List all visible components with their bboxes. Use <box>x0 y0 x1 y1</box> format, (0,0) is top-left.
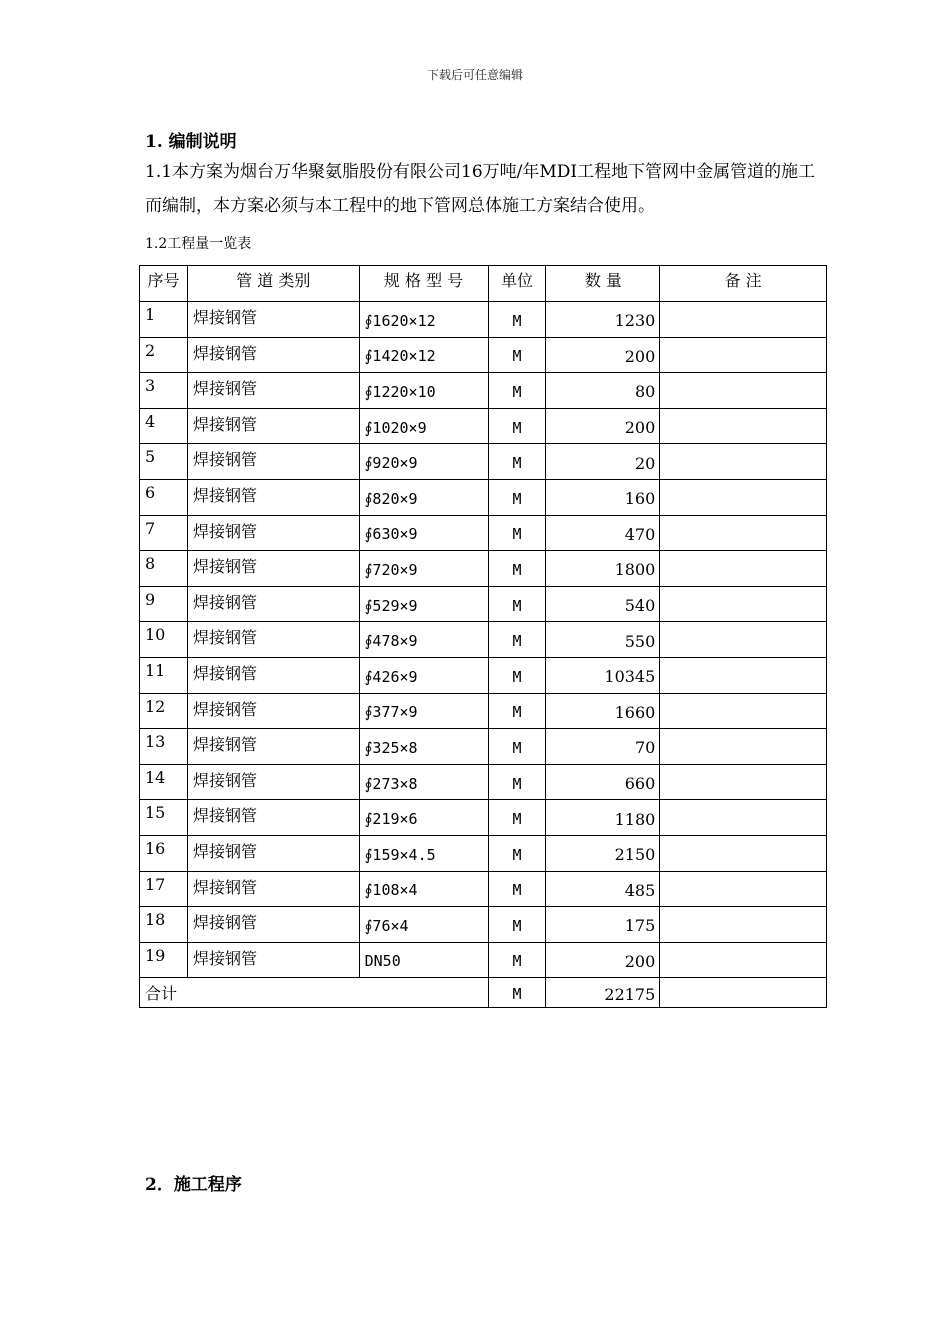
cell-spec: ∮720×9 <box>359 551 488 587</box>
header-spec: 规 格 型 号 <box>359 266 488 302</box>
table-row <box>140 479 827 515</box>
cell-note <box>660 444 827 480</box>
cell-qty: 20 <box>546 444 660 480</box>
cell-note <box>660 302 827 338</box>
cell-spec: ∮920×9 <box>359 444 488 480</box>
table-row <box>140 764 827 800</box>
table-row <box>140 302 827 338</box>
table-caption: 1.2工程量一览表 <box>145 236 252 252</box>
total-unit: M <box>488 978 546 1008</box>
header-no: 序号 <box>140 266 188 302</box>
cell-no: 16 <box>140 835 188 871</box>
cell-unit: M <box>488 586 546 622</box>
cell-no: 1 <box>140 302 188 338</box>
cell-qty: 550 <box>546 622 660 658</box>
cell-note <box>660 408 827 444</box>
cell-qty: 10345 <box>546 657 660 693</box>
cell-type: 焊接钢管 <box>187 729 359 765</box>
cell-no: 10 <box>140 622 188 658</box>
cell-spec: ∮159×4.5 <box>359 835 488 871</box>
section-2-heading: 2．施工程序 <box>145 1175 242 1195</box>
table-total-row <box>140 978 827 1008</box>
cell-unit: M <box>488 373 546 409</box>
table-row <box>140 800 827 836</box>
cell-unit: M <box>488 408 546 444</box>
cell-note <box>660 800 827 836</box>
cell-no: 12 <box>140 693 188 729</box>
cell-note <box>660 729 827 765</box>
cell-type: 焊接钢管 <box>187 373 359 409</box>
cell-unit: M <box>488 764 546 800</box>
cell-no: 9 <box>140 586 188 622</box>
cell-note <box>660 586 827 622</box>
cell-qty: 200 <box>546 942 660 978</box>
cell-no: 6 <box>140 479 188 515</box>
cell-type: 焊接钢管 <box>187 551 359 587</box>
cell-qty: 485 <box>546 871 660 907</box>
cell-type: 焊接钢管 <box>187 693 359 729</box>
cell-no: 19 <box>140 942 188 978</box>
cell-qty: 175 <box>546 907 660 943</box>
cell-spec: ∮529×9 <box>359 586 488 622</box>
table-row <box>140 373 827 409</box>
cell-unit: M <box>488 729 546 765</box>
table-row <box>140 657 827 693</box>
cell-type: 焊接钢管 <box>187 302 359 338</box>
cell-unit: M <box>488 551 546 587</box>
cell-spec: ∮1020×9 <box>359 408 488 444</box>
table-row <box>140 729 827 765</box>
cell-type: 焊接钢管 <box>187 515 359 551</box>
cell-unit: M <box>488 800 546 836</box>
cell-type: 焊接钢管 <box>187 764 359 800</box>
cell-no: 2 <box>140 337 188 373</box>
table-row <box>140 515 827 551</box>
cell-spec: ∮377×9 <box>359 693 488 729</box>
header-type: 管 道 类别 <box>187 266 359 302</box>
cell-type: 焊接钢管 <box>187 586 359 622</box>
cell-unit: M <box>488 622 546 658</box>
cell-qty: 70 <box>546 729 660 765</box>
cell-note <box>660 622 827 658</box>
cell-note <box>660 515 827 551</box>
cell-qty: 200 <box>546 408 660 444</box>
cell-spec: ∮630×9 <box>359 515 488 551</box>
cell-no: 3 <box>140 373 188 409</box>
cell-unit: M <box>488 693 546 729</box>
cell-no: 4 <box>140 408 188 444</box>
cell-spec: ∮478×9 <box>359 622 488 658</box>
table-header-row <box>140 266 827 302</box>
cell-qty: 660 <box>546 764 660 800</box>
cell-qty: 1230 <box>546 302 660 338</box>
cell-type: 焊接钢管 <box>187 942 359 978</box>
section-1-heading: 1. 编制说明 <box>145 132 237 152</box>
cell-type: 焊接钢管 <box>187 657 359 693</box>
cell-spec: DN50 <box>359 942 488 978</box>
cell-note <box>660 907 827 943</box>
cell-qty: 2150 <box>546 835 660 871</box>
cell-spec: ∮1620×12 <box>359 302 488 338</box>
cell-spec: ∮273×8 <box>359 764 488 800</box>
table-row <box>140 693 827 729</box>
cell-spec: ∮108×4 <box>359 871 488 907</box>
table-row <box>140 586 827 622</box>
cell-qty: 160 <box>546 479 660 515</box>
cell-qty: 540 <box>546 586 660 622</box>
cell-spec: ∮426×9 <box>359 657 488 693</box>
cell-unit: M <box>488 302 546 338</box>
cell-no: 11 <box>140 657 188 693</box>
cell-no: 18 <box>140 907 188 943</box>
cell-note <box>660 551 827 587</box>
cell-no: 7 <box>140 515 188 551</box>
table-row <box>140 871 827 907</box>
table-row <box>140 835 827 871</box>
cell-note <box>660 693 827 729</box>
table-row <box>140 907 827 943</box>
cell-unit: M <box>488 835 546 871</box>
table-row <box>140 444 827 480</box>
cell-note <box>660 764 827 800</box>
cell-unit: M <box>488 337 546 373</box>
cell-unit: M <box>488 942 546 978</box>
cell-note <box>660 942 827 978</box>
cell-unit: M <box>488 657 546 693</box>
cell-note <box>660 657 827 693</box>
cell-unit: M <box>488 444 546 480</box>
cell-qty: 1800 <box>546 551 660 587</box>
table-row <box>140 408 827 444</box>
cell-no: 15 <box>140 800 188 836</box>
cell-no: 14 <box>140 764 188 800</box>
cell-spec: ∮1220×10 <box>359 373 488 409</box>
cell-unit: M <box>488 907 546 943</box>
cell-type: 焊接钢管 <box>187 622 359 658</box>
table-row <box>140 551 827 587</box>
cell-no: 8 <box>140 551 188 587</box>
cell-unit: M <box>488 515 546 551</box>
cell-qty: 1180 <box>546 800 660 836</box>
cell-note <box>660 373 827 409</box>
cell-spec: ∮1420×12 <box>359 337 488 373</box>
cell-note <box>660 337 827 373</box>
quantity-table <box>139 265 827 1008</box>
cell-unit: M <box>488 479 546 515</box>
cell-note <box>660 479 827 515</box>
table-row <box>140 942 827 978</box>
cell-spec: ∮325×8 <box>359 729 488 765</box>
cell-type: 焊接钢管 <box>187 444 359 480</box>
cell-qty: 200 <box>546 337 660 373</box>
cell-no: 17 <box>140 871 188 907</box>
total-note <box>660 978 827 1008</box>
header-qty: 数 量 <box>546 266 660 302</box>
cell-qty: 1660 <box>546 693 660 729</box>
cell-no: 13 <box>140 729 188 765</box>
cell-type: 焊接钢管 <box>187 835 359 871</box>
total-label: 合计 <box>140 978 489 1008</box>
cell-spec: ∮820×9 <box>359 479 488 515</box>
cell-type: 焊接钢管 <box>187 800 359 836</box>
header-unit: 单位 <box>488 266 546 302</box>
cell-note <box>660 871 827 907</box>
cell-unit: M <box>488 871 546 907</box>
header-note: 备 注 <box>660 266 827 302</box>
paragraph-1-1: 1.1本方案为烟台万华聚氨脂股份有限公司16万吨/年MDI工程地下管网中金属管道的施工而编制，本方案必须与本工程中的地下管网总体施工方案结合使用。 <box>145 162 816 216</box>
page-header: 下载后可任意编辑 <box>426 68 523 82</box>
cell-type: 焊接钢管 <box>187 337 359 373</box>
cell-type: 焊接钢管 <box>187 479 359 515</box>
table-row <box>140 622 827 658</box>
cell-note <box>660 835 827 871</box>
cell-no: 5 <box>140 444 188 480</box>
table-row <box>140 337 827 373</box>
cell-qty: 470 <box>546 515 660 551</box>
cell-qty: 80 <box>546 373 660 409</box>
cell-type: 焊接钢管 <box>187 907 359 943</box>
cell-spec: ∮219×6 <box>359 800 488 836</box>
total-qty: 22175 <box>546 978 660 1008</box>
cell-type: 焊接钢管 <box>187 408 359 444</box>
cell-type: 焊接钢管 <box>187 871 359 907</box>
cell-spec: ∮76×4 <box>359 907 488 943</box>
